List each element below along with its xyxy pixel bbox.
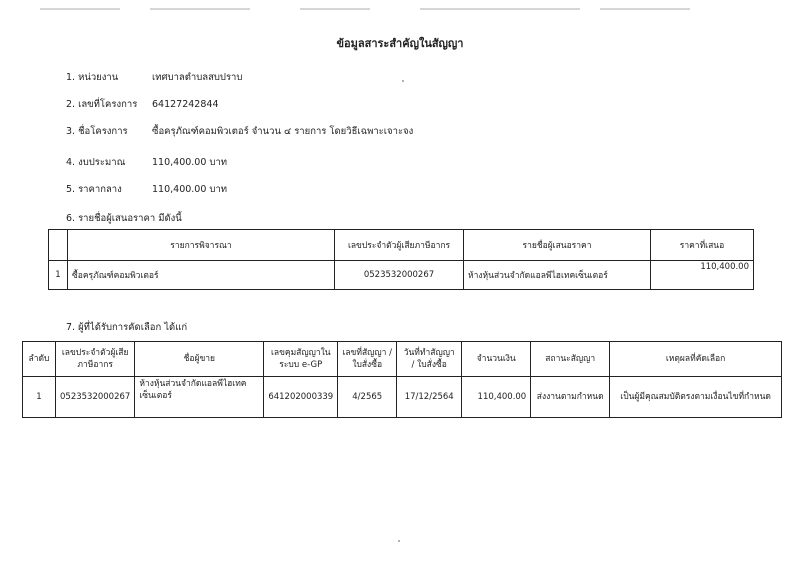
column-header: ลำดับ	[23, 342, 56, 377]
field-label: 2. เลขที่โครงการ	[66, 99, 138, 110]
scan-speck	[402, 80, 404, 82]
column-header: สถานะสัญญา	[531, 342, 610, 377]
column-header	[49, 230, 68, 261]
column-header: เลขประจำตัวผู้เสียภาษีอากร	[335, 230, 464, 261]
scan-mark	[300, 8, 370, 10]
bidders-table	[48, 229, 754, 290]
field-label: 5. ราคากลาง	[66, 184, 122, 195]
section-7-heading: 7. ผู้ที่ได้รับการคัดเลือก ได้แก่	[66, 322, 188, 333]
scan-mark	[150, 8, 250, 10]
scan-mark	[600, 8, 690, 10]
column-header: จำนวนเงิน	[462, 342, 531, 377]
cell-price: 110,400.00	[651, 261, 754, 290]
cell-contract-number: 4/2565	[338, 377, 397, 418]
cell-contract-date: 17/12/2564	[397, 377, 462, 418]
field-project-name	[66, 124, 413, 139]
field-project-number	[66, 97, 219, 112]
cell-bidder: ห้างหุ้นส่วนจำกัดแอลพีไฮเทคเซ็นเตอร์	[464, 261, 651, 290]
field-label: 4. งบประมาณ	[66, 157, 126, 168]
cell-tax-id: 0523532000267	[56, 377, 135, 418]
field-budget	[66, 155, 227, 170]
column-header: เหตุผลที่คัดเลือก	[610, 342, 782, 377]
table-row	[49, 261, 754, 290]
field-agency	[66, 70, 242, 85]
cell-reason: เป็นผู้มีคุณสมบัติตรงตามเงื่อนไขที่กำหนด	[610, 377, 782, 418]
column-header: ชื่อผู้ขาย	[135, 342, 264, 377]
cell-item: ซื้อครุภัณฑ์คอมพิวเตอร์	[68, 261, 335, 290]
field-value: 110,400.00 บาท	[152, 157, 228, 168]
field-value: 64127242844	[152, 99, 219, 110]
cell-tax-id: 0523532000267	[335, 261, 464, 290]
column-header: เลขคุมสัญญาในระบบ e-GP	[264, 342, 338, 377]
scan-speck	[398, 540, 400, 542]
cell-number: 1	[49, 261, 68, 290]
field-label: 1. หน่วยงาน	[66, 72, 119, 83]
section-6-heading: 6. รายชื่อผู้เสนอราคา มีดังนี้	[66, 213, 182, 224]
column-header: รายการพิจารณา	[68, 230, 335, 261]
cell-egp-number: 641202000339	[264, 377, 338, 418]
cell-status: ส่งงานตามกำหนด	[531, 377, 610, 418]
field-label: 3. ชื่อโครงการ	[66, 126, 128, 137]
scan-mark	[40, 8, 120, 10]
document-title: ข้อมูลสาระสำคัญในสัญญา	[336, 37, 464, 50]
cell-seller: ห้างหุ้นส่วนจำกัดแอลพีไฮเทค เซ็นเตอร์	[135, 377, 264, 418]
table-header-row	[23, 342, 782, 377]
cell-amount: 110,400.00	[462, 377, 531, 418]
column-header: วันที่ทำสัญญา / ใบสั่งซื้อ	[397, 342, 462, 377]
field-value: ซื้อครุภัณฑ์คอมพิวเตอร์ จำนวน ๔ รายการ โดยวิธีเฉพาะเจาะจง	[152, 126, 414, 137]
column-header: รายชื่อผู้เสนอราคา	[464, 230, 651, 261]
field-value: เทศบาลตำบลสบปราบ	[152, 72, 243, 83]
field-median-price	[66, 182, 227, 197]
column-header: ราคาที่เสนอ	[651, 230, 754, 261]
table-row	[23, 377, 782, 418]
selected-vendor-table	[22, 341, 782, 418]
table-header-row	[49, 230, 754, 261]
cell-number: 1	[23, 377, 56, 418]
field-value: 110,400.00 บาท	[152, 184, 228, 195]
column-header: เลขที่สัญญา / ใบสั่งซื้อ	[338, 342, 397, 377]
column-header: เลขประจำตัวผู้เสียภาษีอากร	[56, 342, 135, 377]
scan-mark	[420, 8, 580, 10]
